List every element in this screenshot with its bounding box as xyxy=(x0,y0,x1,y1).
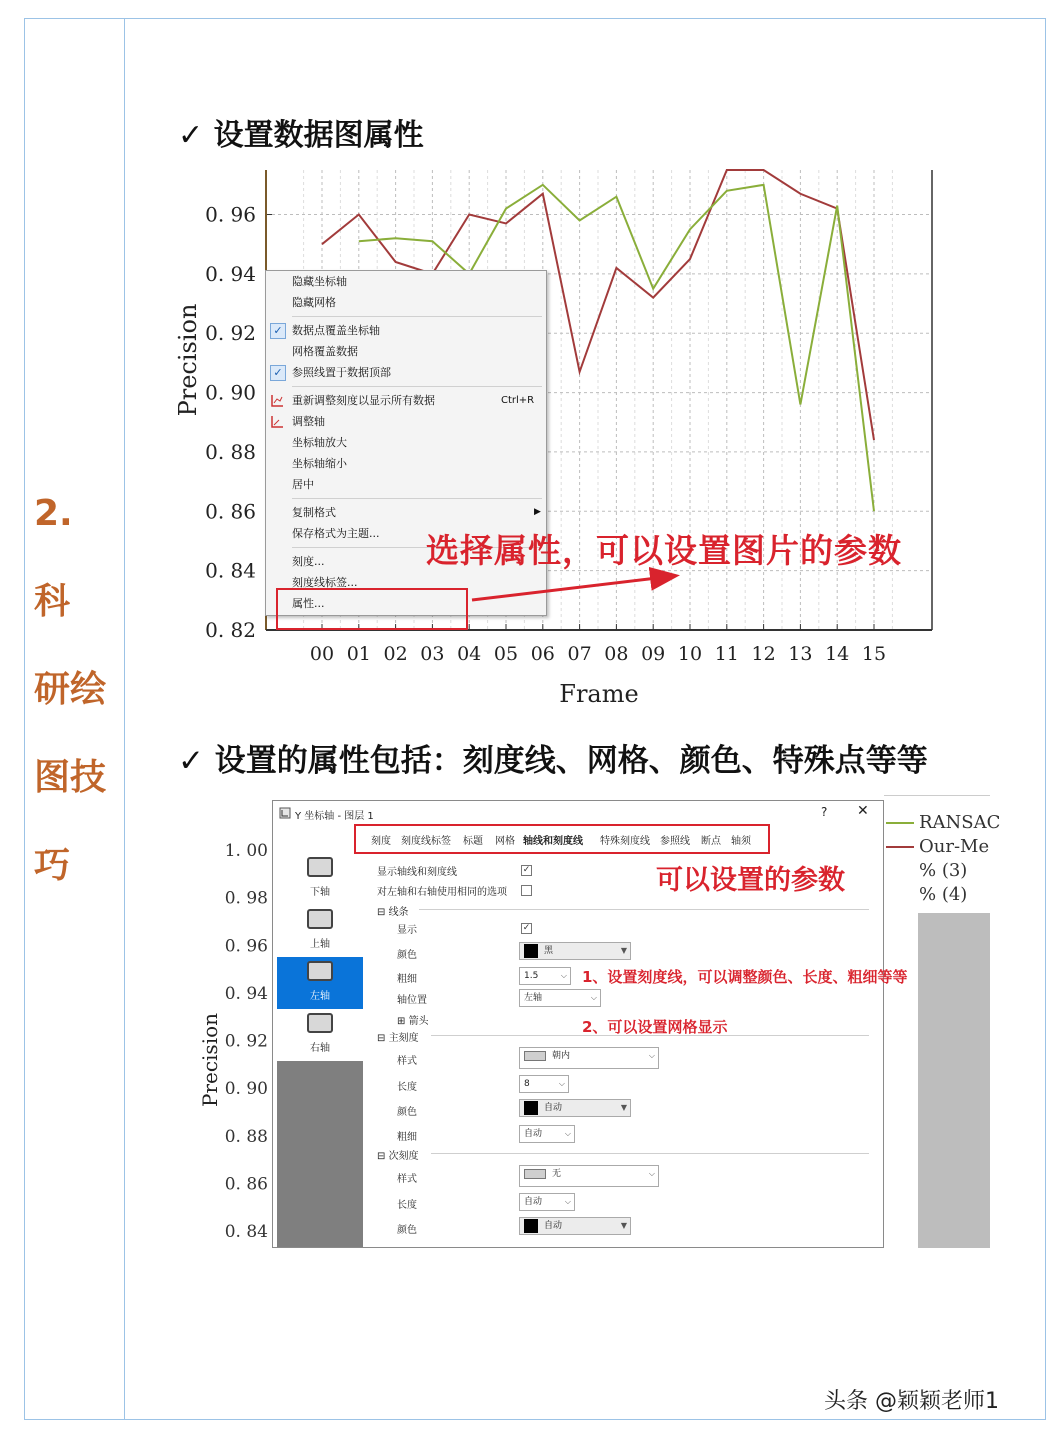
same-options-label: 对左轴和右轴使用相同的选项 xyxy=(377,887,507,898)
thickness-label: 粗细 xyxy=(397,974,417,985)
tab-rug[interactable]: 轴须 xyxy=(731,836,751,847)
group-divider xyxy=(419,909,869,910)
major-style-select[interactable] xyxy=(519,1047,659,1069)
dropdown-icon: ▼ xyxy=(620,1221,627,1230)
minor-style-select[interactable] xyxy=(519,1165,659,1187)
x-tick-label: 14 xyxy=(825,643,850,665)
side-title-line: 2. 科 xyxy=(34,493,73,622)
menu-item-zoom-out[interactable]: 坐标轴缩小 xyxy=(292,457,347,470)
x-tick-label: 09 xyxy=(641,643,666,665)
tab-title[interactable]: 标题 xyxy=(463,836,483,847)
y-tick-label: 0. 82 xyxy=(205,618,256,642)
checkmark-icon: ✓ xyxy=(270,323,286,339)
axis-pos-select[interactable] xyxy=(519,989,601,1007)
group-line[interactable]: ⊟ 线条 xyxy=(377,907,409,918)
arrow-to-properties xyxy=(472,576,674,600)
watermark: 头条 @颖颖老师1 xyxy=(824,1389,999,1414)
axis-list xyxy=(277,853,363,1248)
major-length-select[interactable] xyxy=(519,1075,569,1093)
y-axis-label: Precision xyxy=(174,303,202,417)
group-minor[interactable]: ⊟ 次刻度 xyxy=(377,1151,419,1162)
group-major[interactable]: ⊟ 主刻度 xyxy=(377,1033,419,1044)
annotation-select-properties: 选择属性，可以设置图片的参数 xyxy=(426,531,902,570)
legend-shadow xyxy=(918,913,990,1248)
x-tick-label: 00 xyxy=(309,643,335,665)
menu-item-scale[interactable]: 刻度... xyxy=(292,555,325,568)
x-tick-label: 13 xyxy=(788,643,813,665)
x-tick-label: 08 xyxy=(604,643,629,665)
menu-item-rescale[interactable]: 重新调整刻度以显示所有数据 xyxy=(292,394,435,407)
y-tick-label: 0. 90 xyxy=(205,380,256,405)
x-tick-label: 15 xyxy=(861,643,887,665)
group-divider xyxy=(431,1153,869,1154)
axis-item-left[interactable] xyxy=(277,957,363,1009)
dropdown-icon: ▼ xyxy=(620,946,627,955)
arrow-label: 箭头 xyxy=(408,1016,429,1027)
x-tick-label: 06 xyxy=(530,643,555,665)
menu-item-refline-top[interactable]: 参照线置于数据顶部 xyxy=(292,366,391,379)
major-length-label: 长度 xyxy=(397,1082,417,1093)
tabs-highlight-box xyxy=(354,824,770,854)
menu-item-grid-over-data[interactable]: 网格覆盖数据 xyxy=(292,345,358,358)
axis-icon xyxy=(307,857,333,877)
thickness-select[interactable] xyxy=(519,967,571,985)
minor-color-label: 颜色 xyxy=(397,1225,417,1236)
tab-grid[interactable]: 网格 xyxy=(495,836,515,847)
minor-length-label: 长度 xyxy=(397,1200,417,1211)
group-minor-label: 次刻度 xyxy=(388,1151,419,1162)
style-swatch xyxy=(524,1051,546,1061)
chevron-down-icon: ⌵ xyxy=(564,1129,571,1138)
side-title-line: 研绘 xyxy=(34,669,107,710)
thickness-value: 1.5 xyxy=(524,971,539,981)
chevron-down-icon: ⌵ xyxy=(560,971,567,980)
x-tick-label: 05 xyxy=(493,643,519,665)
dialog-app-icon xyxy=(279,807,291,819)
major-color-label: 颜色 xyxy=(397,1107,417,1118)
axis-label: 下轴 xyxy=(310,887,330,898)
axis-icon xyxy=(307,909,333,929)
show-axes-ticks-label: 显示轴线和刻度线 xyxy=(377,867,457,878)
axis-item-top[interactable] xyxy=(277,905,363,957)
minor-style-label: 样式 xyxy=(397,1174,417,1185)
menu-item-center[interactable]: 居中 xyxy=(292,478,314,491)
color-label: 颜色 xyxy=(397,950,417,961)
show-axes-ticks-checkbox[interactable]: ✓ xyxy=(522,865,531,875)
section-heading-1: ✓ 设置数据图属性 xyxy=(178,118,424,153)
major-thick-label: 粗细 xyxy=(397,1132,417,1143)
axis-label: 右轴 xyxy=(310,1043,330,1054)
chevron-down-icon: ⌵ xyxy=(648,1169,655,1178)
x-axis-label: Frame xyxy=(559,680,639,708)
color-swatch xyxy=(524,944,538,958)
color-swatch xyxy=(524,1101,538,1115)
section-heading-2: ✓ 设置的属性包括：刻度线、网格、颜色、特殊点等等 xyxy=(178,743,928,779)
close-button[interactable]: ✕ xyxy=(857,803,869,819)
help-button[interactable]: ? xyxy=(821,805,828,819)
menu-item-save-theme[interactable]: 保存格式为主题... xyxy=(292,527,380,540)
chevron-down-icon: ⌵ xyxy=(558,1079,565,1088)
axis-icon xyxy=(307,1013,333,1033)
x-tick-label: 03 xyxy=(420,643,445,665)
tab-tick-labels[interactable]: 刻度线标签 xyxy=(401,836,451,847)
y-tick-label: 0. 92 xyxy=(224,1031,268,1052)
major-style-label: 样式 xyxy=(397,1056,417,1067)
legend xyxy=(884,795,1001,913)
major-style-value: 朝内 xyxy=(552,1051,571,1061)
axis-pos-value: 左轴 xyxy=(524,993,543,1003)
show-label: 显示 xyxy=(397,925,417,936)
same-options-checkbox[interactable] xyxy=(521,885,532,896)
y-tick-label: 0. 98 xyxy=(224,888,268,909)
x-tick-label: 07 xyxy=(567,643,592,665)
group-major-label: 主刻度 xyxy=(388,1033,419,1044)
arrow-group[interactable]: ⊞ 箭头 xyxy=(397,1016,429,1027)
y-tick-label: 0. 90 xyxy=(224,1079,268,1100)
legend-entry: RANSAC xyxy=(919,812,1001,833)
chevron-down-icon: ⌵ xyxy=(564,1197,571,1206)
y-tick-label: 0. 84 xyxy=(224,1222,268,1242)
x-tick-label: 04 xyxy=(457,643,482,665)
color-swatch xyxy=(524,1219,538,1233)
menu-item-data-over-axis[interactable]: 数据点覆盖坐标轴 xyxy=(292,324,380,337)
x-tick-label: 12 xyxy=(751,643,776,665)
dropdown-icon: ▼ xyxy=(620,1103,627,1112)
side-title-line: 巧 xyxy=(34,845,71,886)
axis-label: 上轴 xyxy=(310,939,330,950)
y-tick-label: 0. 88 xyxy=(205,439,256,464)
show-checkbox[interactable]: ✓ xyxy=(522,923,531,933)
y-tick-label: 0. 88 xyxy=(224,1126,268,1147)
tab-ref-lines[interactable]: 参照线 xyxy=(660,836,690,847)
legend-entry: Our-Me xyxy=(919,836,990,857)
menu-item-adjust-axis[interactable]: 调整轴 xyxy=(292,415,325,428)
minor-length-value: 自动 xyxy=(524,1197,543,1207)
tab-line-ticks[interactable]: 轴线和刻度线 xyxy=(523,836,583,847)
minor-color-select[interactable] xyxy=(519,1217,631,1235)
axis-item-bottom[interactable] xyxy=(277,853,363,905)
legend-entry: % (3) xyxy=(919,860,968,881)
dialog-titlebar xyxy=(273,801,883,825)
menu-item-tick-labels[interactable]: 刻度线标签... xyxy=(292,576,358,589)
x-tick-label: 02 xyxy=(383,643,408,665)
axis-pos-label: 轴位置 xyxy=(397,995,427,1006)
annotation-tick-note: 1、设置刻度线，可以调整颜色、长度、粗细等等 xyxy=(582,968,908,986)
x-tick-label: 01 xyxy=(346,643,371,665)
menu-item-hide-axis[interactable]: 隐藏坐标轴 xyxy=(292,275,347,288)
submenu-arrow-icon: ▶ xyxy=(534,507,541,517)
annotation-grid-note: 2、可以设置网格显示 xyxy=(582,1018,728,1036)
minor-style-value: 无 xyxy=(552,1169,562,1179)
minor-length-select[interactable] xyxy=(519,1193,575,1211)
major-color-value: 自动 xyxy=(544,1103,563,1113)
axis-label: 左轴 xyxy=(310,991,330,1002)
menu-item-zoom-in[interactable]: 坐标轴放大 xyxy=(292,436,347,449)
legend-line-red xyxy=(886,846,914,848)
checkmark-icon: ✓ xyxy=(270,365,286,381)
major-color-select[interactable] xyxy=(519,1099,631,1117)
group-line-label: 线条 xyxy=(388,907,409,918)
major-thick-select[interactable] xyxy=(519,1125,575,1143)
tab-scale[interactable]: 刻度 xyxy=(371,836,391,847)
color-value: 黑 xyxy=(544,946,554,956)
y-tick-label: 0. 92 xyxy=(205,321,256,346)
chevron-down-icon: ⌵ xyxy=(590,993,597,1002)
y-tick-label: 0. 96 xyxy=(224,936,268,957)
y-tick-label: 0. 94 xyxy=(205,261,256,286)
annotation-settable-params: 可以设置的参数 xyxy=(656,865,845,896)
y-tick-label: 0. 96 xyxy=(205,202,256,227)
y-tick-label: 0. 84 xyxy=(205,558,256,583)
y-tick-label: 0. 86 xyxy=(205,499,256,524)
x-tick-label: 11 xyxy=(714,643,739,665)
side-title-line: 图技 xyxy=(34,757,107,798)
y-axis-label: Precision xyxy=(198,1012,222,1108)
major-thick-value: 自动 xyxy=(524,1129,543,1139)
major-length-value: 8 xyxy=(524,1079,530,1089)
color-select[interactable] xyxy=(519,942,631,960)
chevron-down-icon: ⌵ xyxy=(648,1051,655,1060)
axis-icon xyxy=(307,961,333,981)
legend-line-green xyxy=(886,822,914,824)
x-tick-label: 10 xyxy=(677,643,703,665)
tab-breaks[interactable]: 断点 xyxy=(701,836,721,847)
menu-item-properties[interactable]: 属性... xyxy=(292,597,325,610)
y-tick-label: 0. 86 xyxy=(224,1174,268,1195)
axis-item-right[interactable] xyxy=(277,1009,363,1061)
tab-special-ticks[interactable]: 特殊刻度线 xyxy=(600,836,650,847)
menu-shortcut: Ctrl+R xyxy=(501,395,535,406)
minor-color-value: 自动 xyxy=(544,1221,563,1231)
style-swatch xyxy=(524,1169,546,1179)
dialog-title: Y 坐标轴 - 图层 1 xyxy=(295,811,374,822)
y-tick-label: 1. 00 xyxy=(224,841,268,861)
legend-entry: % (4) xyxy=(919,884,968,905)
y-tick-label: 0. 94 xyxy=(224,983,268,1004)
menu-item-hide-grid[interactable]: 隐藏网格 xyxy=(292,296,336,309)
menu-item-copy-format[interactable]: 复制格式 xyxy=(292,506,336,519)
